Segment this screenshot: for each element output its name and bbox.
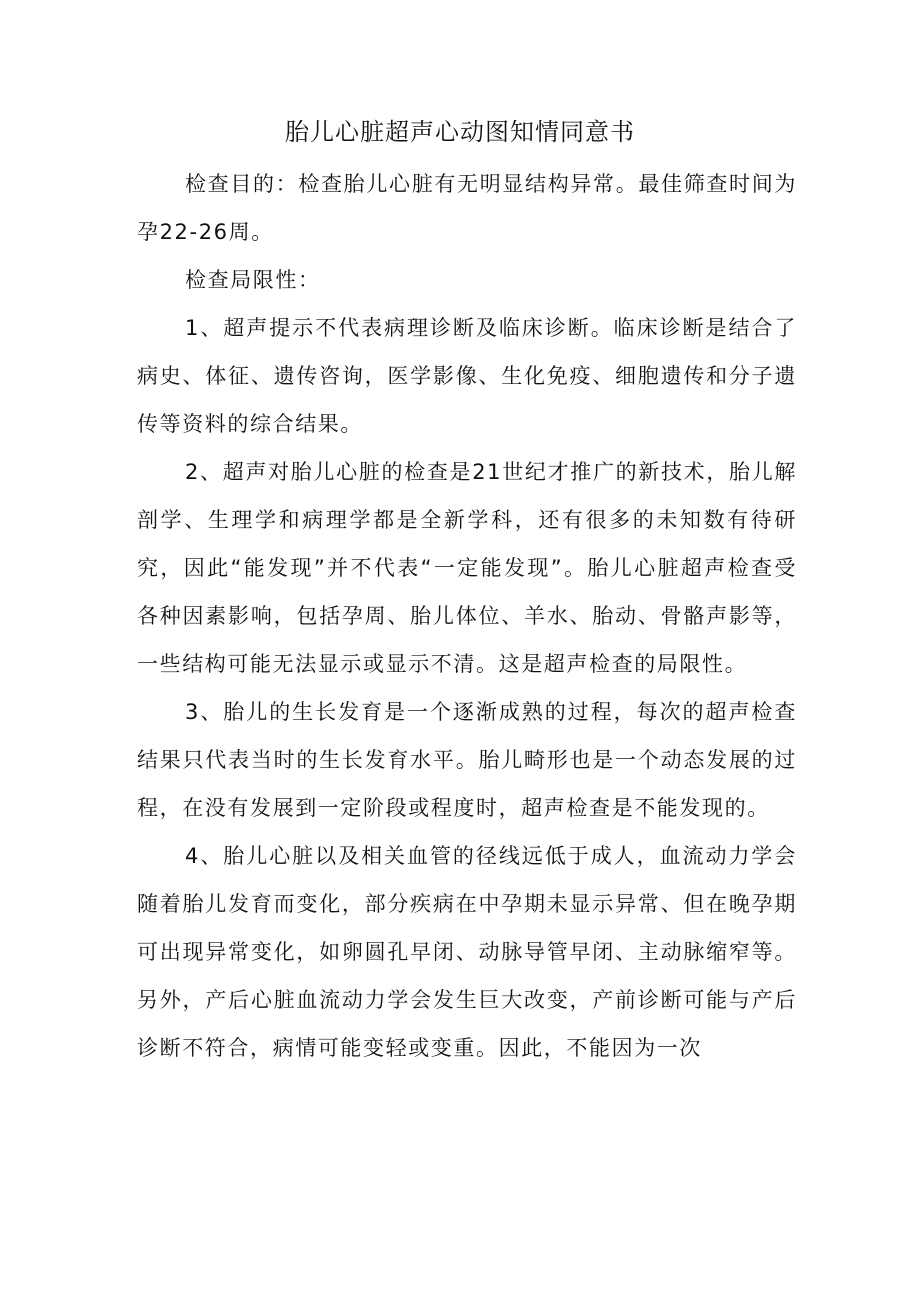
paragraph-limitation-3: 3、胎儿的生长发育是一个逐渐成熟的过程，每次的超声检查结果只代表当时的生长发育水平。胎儿畸形也是一个动态发展的过程，在没有发展到一定阶段或程度时，超声检查是不能发现的。 bbox=[137, 700, 797, 820]
paragraph-limitation-2: 2、超声对胎儿心脏的检查是21世纪才推广的新技术，胎儿解剖学、生理学和病理学都是全新学科，还有很多的未知数有待研究，因此“能发现”并不代表“一定能发现”。胎儿心脏超声检查受各种因素影响，包括孕周、胎儿体位、羊水、胎动、骨骼声影等，一些结构可能无法显示或显示不清。这是超声检查的局限性。 bbox=[137, 460, 797, 676]
paragraph-limitation-4: 4、胎儿心脏以及相关血管的径线远低于成人，血流动力学会随着胎儿发育而变化，部分疾病在中孕期未显示异常、但在晚孕期可出现异常变化，如卵圆孔早闭、动脉导管早闭、主动脉缩窄等。另外，产后心脏血流动力学会发生巨大改变，产前诊断可能与产后诊断不符合，病情可能变轻或变重。因此，不能因为一次 bbox=[137, 844, 797, 1060]
document-title: 胎儿心脏超声心动图知情同意书 bbox=[285, 118, 635, 146]
paragraph-limitations-heading: 检查局限性： bbox=[185, 268, 321, 292]
paragraph-exam-purpose: 检查目的：检查胎儿心脏有无明显结构异常。最佳筛查时间为孕22-26周。 bbox=[137, 172, 797, 244]
document-body bbox=[137, 160, 797, 1072]
paragraph-limitation-1: 1、超声提示不代表病理诊断及临床诊断。临床诊断是结合了病史、体征、遗传咨询，医学影像、生化免疫、细胞遗传和分子遗传等资料的综合结果。 bbox=[137, 316, 797, 436]
